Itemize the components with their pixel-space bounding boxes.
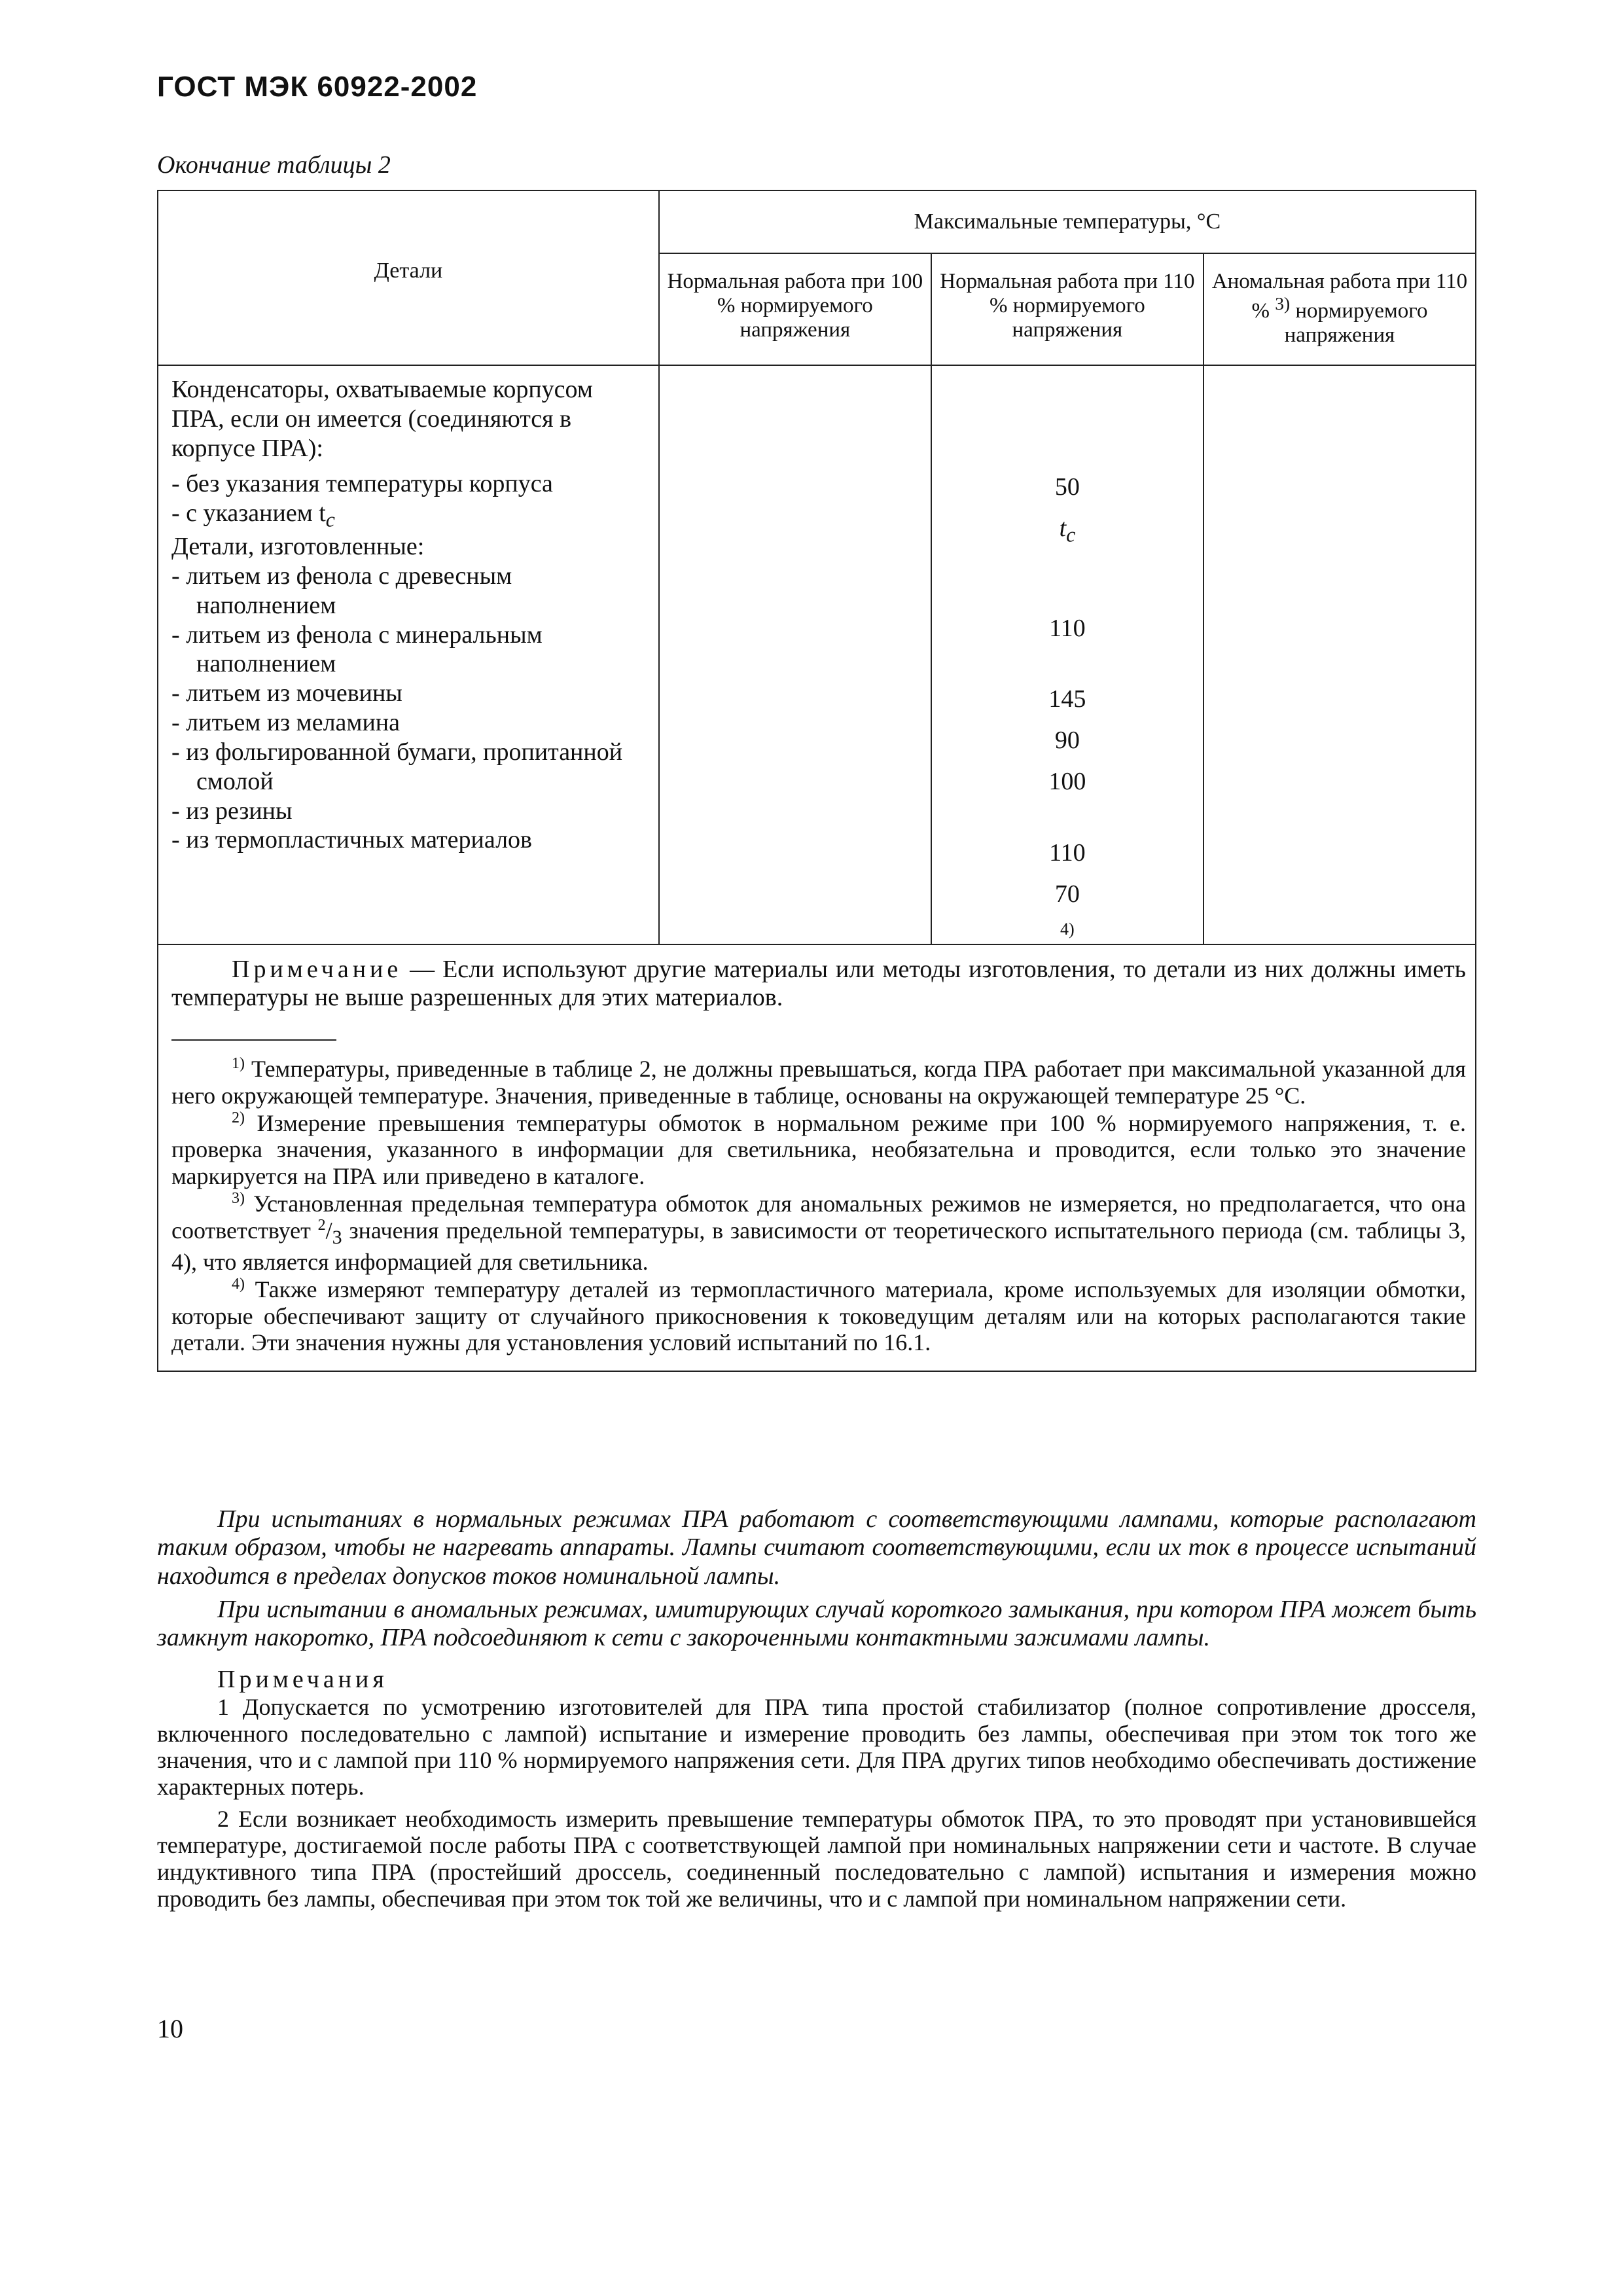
values-abnormal-110 — [1204, 365, 1476, 945]
body-section — [157, 1505, 1476, 1917]
row-phenol-wood: - литьем из фенола с древесным наполнением — [171, 562, 512, 619]
paragraph-normal-modes: При испытаниях в нормальных режимах ПРА работают с соответствующими лампами, которые располагают таким образом, чтобы не нагревать аппараты. Лампы считают соответствующими, если их ток в процессе испытаний находится в пределах допусков токов номинальной лампы. — [157, 1505, 1476, 1590]
row-no-temp: - без указания температуры корпуса — [171, 470, 553, 498]
row-capacitors: Конденсаторы, охватываемые корпусом ПРА, если он имеется (соединяются в корпусе ПРА): — [171, 375, 593, 462]
details-cell — [158, 365, 659, 945]
footnote-separator — [171, 1039, 336, 1041]
value-phenol-wood: 110 — [1049, 614, 1086, 642]
table-note: Примечание — Если используют другие материалы или методы изготовления, то детали из них должны иметь температуры не выше разрешенных для этих материалов. — [171, 956, 1466, 1012]
value-no-temp: 50 — [1054, 473, 1080, 501]
notes-heading: Примечания — [217, 1665, 388, 1693]
footnote-1: $^{1)}$ Температуры, приведенные в таблице 2, не должны превышаться, когда ПРА работает при максимальной указанной для него окружающей температуре. Значения, приведенные в таблице, основаны на окружающей температуре 25 °С. — [171, 1055, 1466, 1109]
column-header-normal-110: Нормальная работа при 110 % нормируемого напряжения — [931, 253, 1204, 365]
body-note-1: 1 Допускается по усмотрению изготовителей для ПРА типа простой стабилизатор (полное сопротивление дросселя, включенного последовательно с лампой) испытание и измерение проводить без лампы, обеспечивая при этом ток того же значения, что и с лампой при 110 % нормируемого напряжения сети. Для ПРА других типов необходимо обеспечивать достижение характерных потерь. — [157, 1693, 1476, 1800]
footnote-4: $^{4)}$ Также измеряют температуру деталей из термопластичного материала, кроме используемых для изоляции обмотки, которые обеспечивают защиту от случайного прикосновения к токоведущим деталям или на которых располагаются такие детали. Эти значения нужны для установления условий испытаний по 16.1. — [171, 1276, 1466, 1356]
row-foil: - из фольгированной бумаги, пропитанной смолой — [171, 738, 623, 795]
value-urea: 90 — [1054, 726, 1080, 755]
paragraph-abnormal-modes: При испытании в аномальных режимах, имитирующих случай короткого замыкания, при котором ПРА может быть замкнут накоротко, ПРА подсоединяют к сети с закороченными контактными зажимами лампы. — [157, 1595, 1476, 1652]
row-urea: - литьем из мочевины — [171, 679, 402, 708]
body-note-2: 2 Если возникает необходимость измерить превышение температуры обмоток ПРА, то это проводят при установившейся температуре, достигаемой после работы ПРА с соответствующей лампой при номинальных напряжении сети и частоте. В случае индуктивного типа ПРА (простейший дроссель, соединенный последовательно с лампой) испытания и измерения можно проводить без лампы, обеспечивая при этом ток той же величины, что и с лампой при номинальном напряжении сети. — [157, 1805, 1476, 1912]
row-with-tc: - с указанием $t_c$ — [171, 499, 335, 531]
column-header-details: Детали — [158, 190, 659, 365]
temperature-table — [157, 190, 1476, 1372]
row-parts: Детали, изготовленные: — [171, 533, 425, 561]
column-header-max-temps: Максимальные температуры, °С — [659, 190, 1476, 253]
value-foil: 110 — [1049, 838, 1086, 867]
table-caption: Окончание таблицы 2 — [157, 151, 391, 179]
footnote-2: $^{2)}$ Измерение превышения температуры обмоток в нормальном режиме при 100 % нормируемого напряжения, т. е. проверка значения, указанного в информации для светильника, необязательна и проводится, если только это значение маркируется на ПРА или приведено в каталоге. — [171, 1109, 1466, 1189]
value-melamine: 100 — [1048, 768, 1086, 796]
value-thermoplastic: 4) — [1060, 919, 1075, 939]
column-header-abnormal-110: Аномальная работа при 110 % $^{3)}$ нормируемого напряжения — [1204, 253, 1476, 365]
table-notes — [158, 944, 1476, 1371]
value-phenol-mineral: 145 — [1048, 685, 1086, 713]
document-header: ГОСТ МЭК 60922-2002 — [157, 71, 478, 103]
values-normal-100 — [659, 365, 931, 945]
row-rubber: - из резины — [171, 797, 293, 825]
footnote-3: $^{3)}$ Установленная предельная температура обмоток для аномальных режимов не измеряется, но предполагается, что она соответствует $^2/_3$ значения предельной температуры, в зависимости от теоретического испытательного периода (см. таблицы 3, 4), что является информацией для светильника. — [171, 1189, 1466, 1276]
value-rubber: 70 — [1054, 880, 1080, 908]
page-number: 10 — [157, 2014, 183, 2043]
row-melamine: - литьем из меламина — [171, 709, 400, 737]
row-phenol-mineral: - литьем из фенола с минеральным наполнением — [171, 620, 543, 678]
column-header-normal-100: Нормальная работа при 100 % нормируемого напряжения — [659, 253, 931, 365]
row-thermoplastic: - из термопластичных материалов — [171, 826, 532, 854]
values-normal-110 — [931, 365, 1204, 945]
value-with-tc: $t_c$ — [1059, 514, 1076, 547]
